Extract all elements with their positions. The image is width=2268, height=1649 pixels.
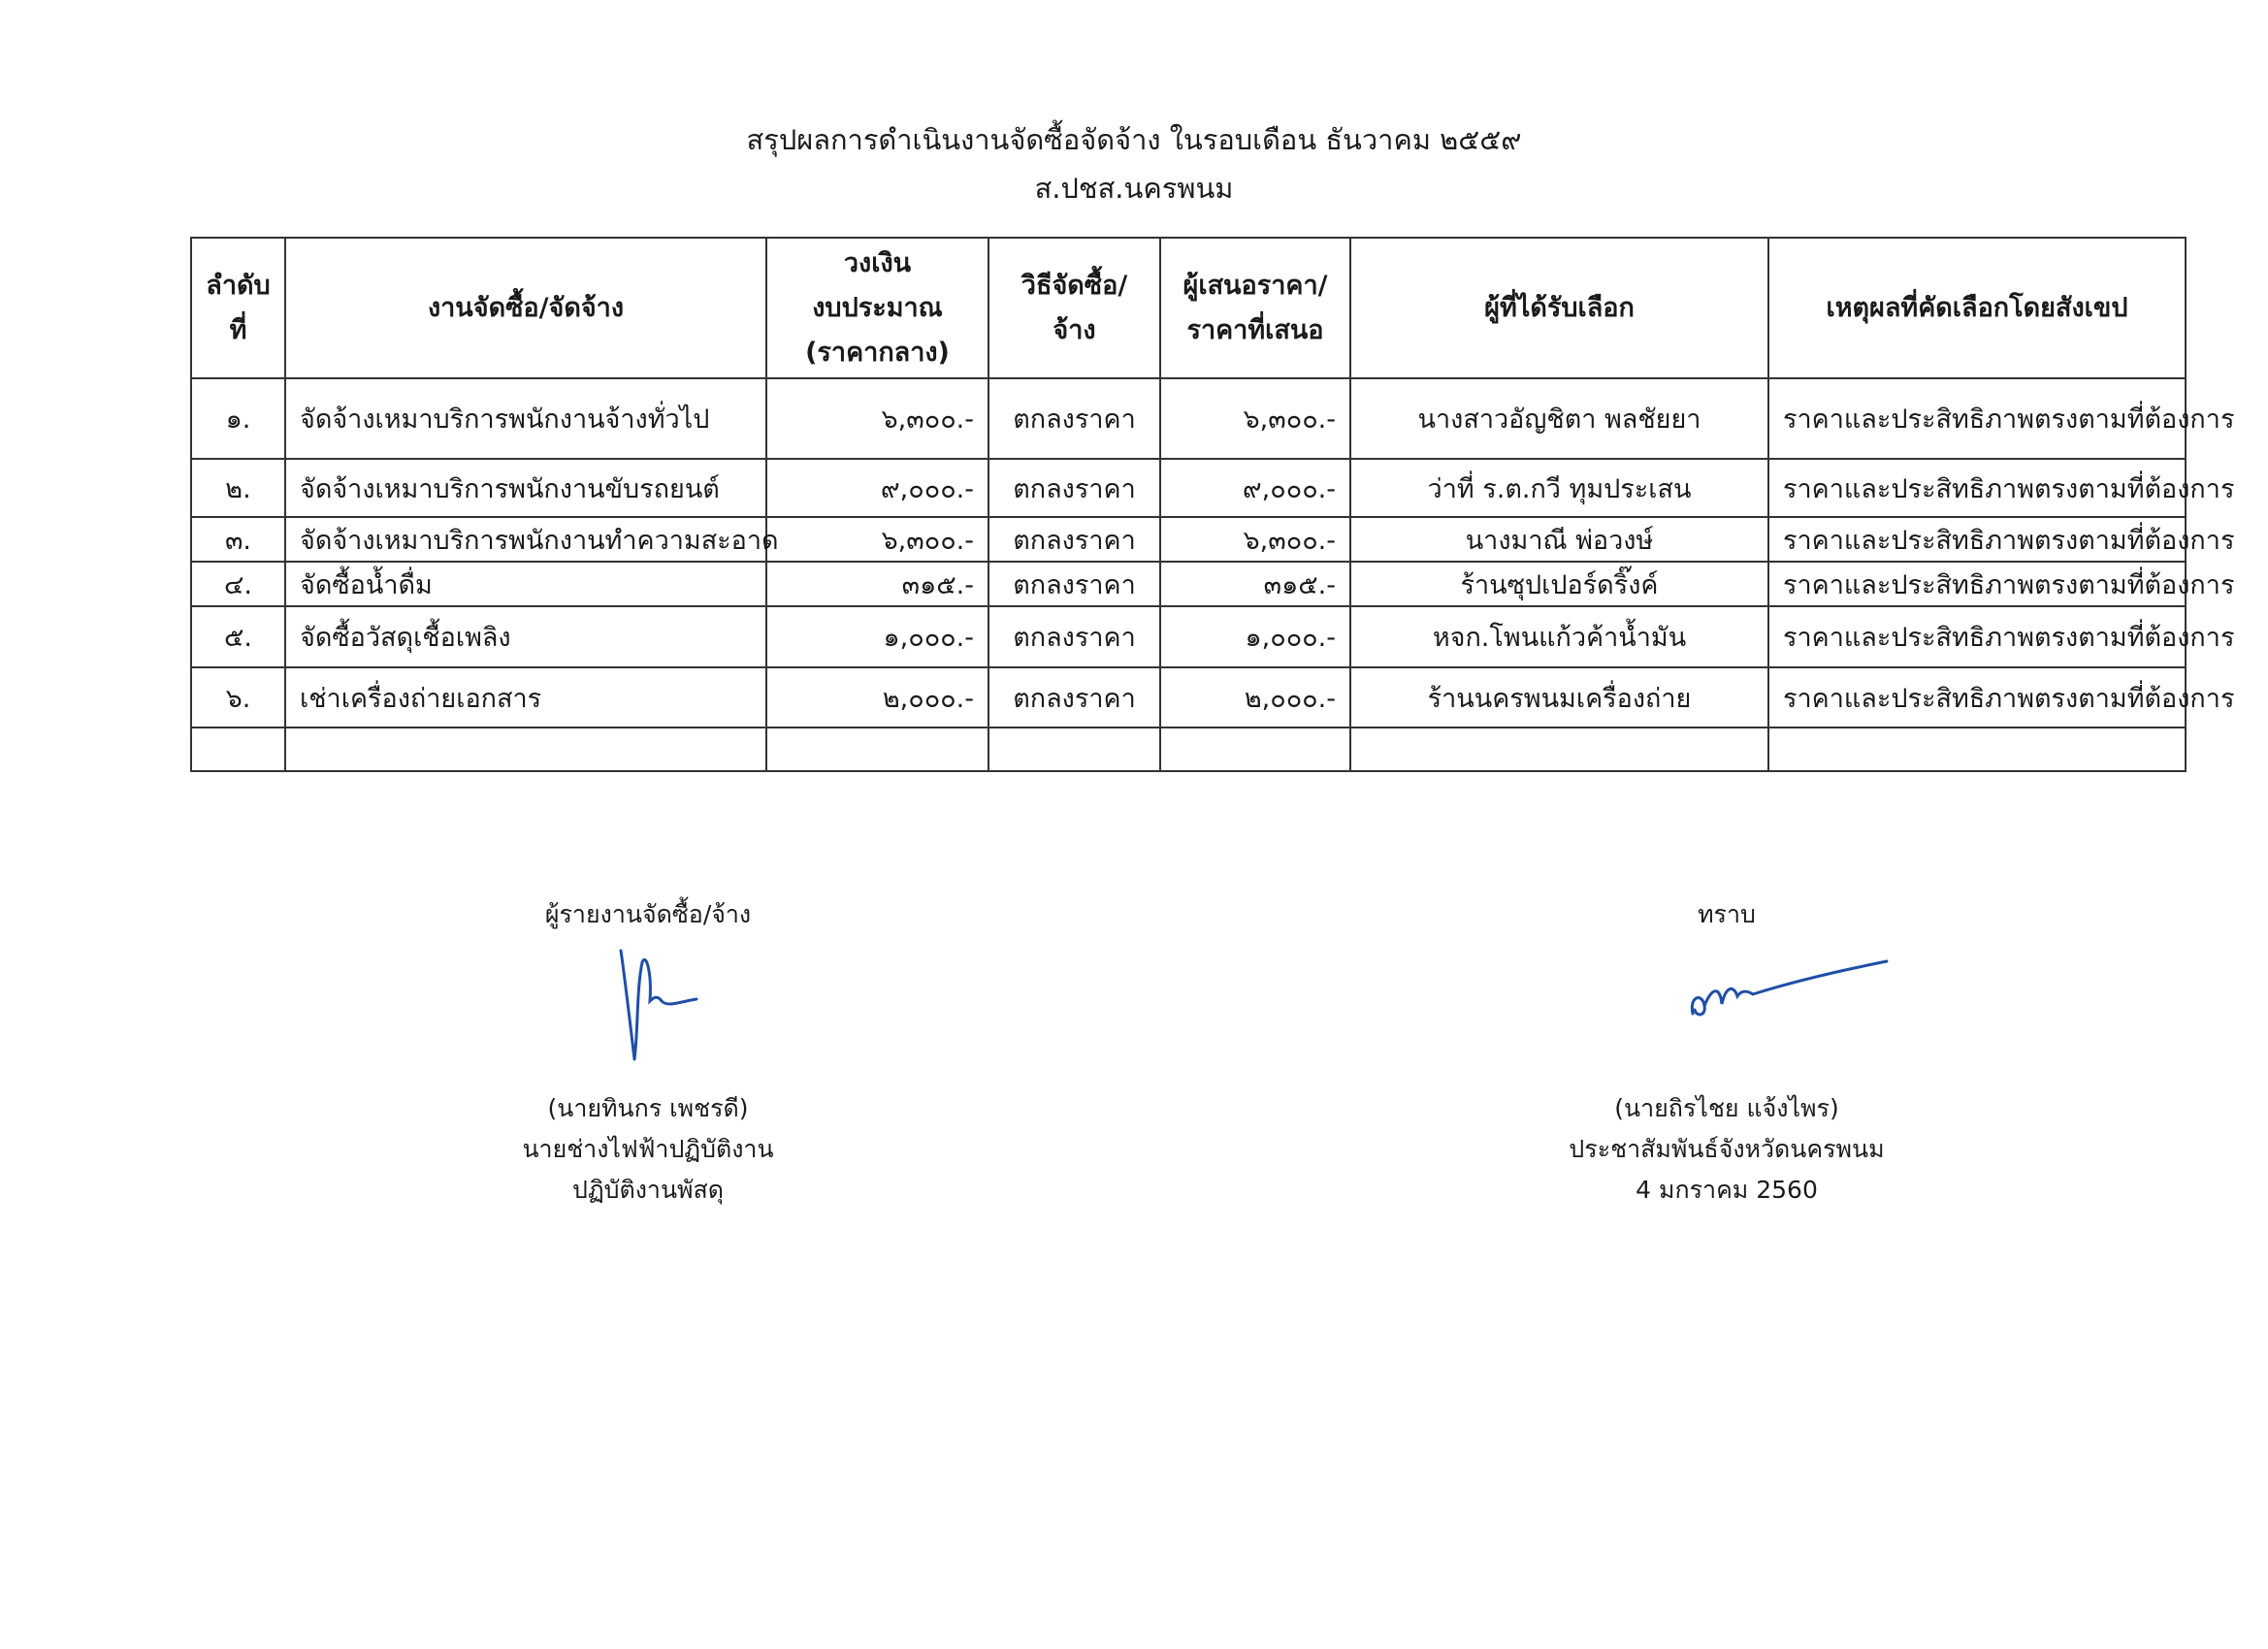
row-reason: ราคาและประสิทธิภาพตรงตามที่ต้องการ [1768, 378, 2186, 459]
reporter-signature-block [357, 894, 939, 1211]
row-reason: ราคาและประสิทธิภาพตรงตามที่ต้องการ [1768, 562, 2186, 606]
row-budget: ๑,๐๐๐.- [766, 606, 988, 667]
document-subtitle: ส.ปชส.นครพนม [1034, 172, 1234, 205]
row-winner: ร้านนครพนมเครื่องถ่าย [1350, 667, 1768, 728]
row-method: ตกลงราคา [988, 667, 1160, 728]
row-winner: นางมาณี พ่อวงษ์ [1350, 517, 1768, 562]
row-no: ๒. [191, 459, 285, 517]
header-task: งานจัดซื้อ/จัดจ้าง [285, 238, 766, 378]
header-winner: ผู้ที่ได้รับเลือก [1350, 238, 1768, 378]
empty-cell [191, 728, 285, 771]
acknowledger-name: (นายถิรไชย แจ้งไพร) [1614, 1094, 1839, 1122]
row-price: ๑,๐๐๐.- [1160, 606, 1350, 667]
header-bidder-price: ผู้เสนอราคา/ ราคาที่เสนอ [1160, 238, 1350, 378]
table-row [191, 562, 2186, 606]
table-row [191, 459, 2186, 517]
row-method: ตกลงราคา [988, 562, 1160, 606]
table-row [191, 667, 2186, 728]
row-budget: ๓๑๕.- [766, 562, 988, 606]
row-task: จัดซื้อวัสดุเชื้อเพลิง [285, 606, 766, 667]
empty-cell [1768, 728, 2186, 771]
empty-cell [285, 728, 766, 771]
row-no: ๓. [191, 517, 285, 562]
acknowledger-position: ประชาสัมพันธ์จังหวัดนครพนม [1569, 1135, 1885, 1163]
acknowledger-date: 4 มกราคม 2560 [1636, 1176, 1818, 1204]
row-task: เช่าเครื่องถ่ายเอกสาร [285, 667, 766, 728]
acknowledger-signature-icon [1683, 957, 1896, 1025]
row-task: จัดจ้างเหมาบริการพนักงานทำความสะอาด [285, 517, 766, 562]
header-budget: วงเงิน งบประมาณ (ราคากลาง) [766, 238, 988, 378]
row-budget: ๖,๓๐๐.- [766, 378, 988, 459]
row-task: จัดจ้างเหมาบริการพนักงานจ้างทั่วไป [285, 378, 766, 459]
row-reason: ราคาและประสิทธิภาพตรงตามที่ต้องการ [1768, 667, 2186, 728]
row-price: ๓๑๕.- [1160, 562, 1350, 606]
row-winner: ว่าที่ ร.ต.กวี ทุมประเสน [1350, 459, 1768, 517]
procurement-table [190, 237, 2235, 772]
row-budget: ๒,๐๐๐.- [766, 667, 988, 728]
row-no: ๑. [191, 378, 285, 459]
row-price: ๖,๓๐๐.- [1160, 378, 1350, 459]
reporter-signature-icon [599, 943, 716, 1069]
acknowledger-caption: ทราบ [1698, 900, 1756, 928]
reporter-position-2: ปฏิบัติงานพัสดุ [571, 1176, 725, 1204]
empty-cell [766, 728, 988, 771]
row-method: ตกลงราคา [988, 378, 1160, 459]
row-reason: ราคาและประสิทธิภาพตรงตามที่ต้องการ [1768, 459, 2186, 517]
row-reason: ราคาและประสิทธิภาพตรงตามที่ต้องการ [1768, 606, 2186, 667]
row-budget: ๙,๐๐๐.- [766, 459, 988, 517]
table-header-row [191, 238, 2186, 378]
empty-cell [1160, 728, 1350, 771]
row-task: จัดจ้างเหมาบริการพนักงานขับรถยนต์ [285, 459, 766, 517]
table-row-empty [191, 728, 2186, 771]
header-method: วิธีจัดซื้อ/ จ้าง [988, 238, 1160, 378]
document-title: สรุปผลการดำเนินงานจัดซื้อจัดจ้าง ในรอบเดือน ธันวาคม ๒๕๕๙ [746, 123, 1522, 156]
row-method: ตกลงราคา [988, 517, 1160, 562]
row-winner: หจก.โพนแก้วค้าน้ำมัน [1350, 606, 1768, 667]
table-row [191, 606, 2186, 667]
row-method: ตกลงราคา [988, 459, 1160, 517]
row-task: จัดซื้อน้ำดื่ม [285, 562, 766, 606]
row-winner: ร้านซุปเปอร์ดริ๊งค์ [1350, 562, 1768, 606]
table-row [191, 378, 2186, 459]
row-no: ๕. [191, 606, 285, 667]
row-method: ตกลงราคา [988, 606, 1160, 667]
row-winner: นางสาวอัญชิตา พลชัยยา [1350, 378, 1768, 459]
row-budget: ๖,๓๐๐.- [766, 517, 988, 562]
acknowledger-signature-block [1436, 894, 2018, 1211]
row-reason: ราคาและประสิทธิภาพตรงตามที่ต้องการ [1768, 517, 2186, 562]
header-reason: เหตุผลที่คัดเลือกโดยสังเขป [1768, 238, 2186, 378]
row-price: ๙,๐๐๐.- [1160, 459, 1350, 517]
row-price: ๖,๓๐๐.- [1160, 517, 1350, 562]
row-price: ๒,๐๐๐.- [1160, 667, 1350, 728]
reporter-position-1: นายช่างไฟฟ้าปฏิบัติงาน [522, 1135, 774, 1163]
empty-cell [988, 728, 1160, 771]
header-no: ลำดับ ที่ [191, 238, 285, 378]
reporter-caption: ผู้รายงานจัดซื้อ/จ้าง [544, 900, 752, 928]
row-no: ๔. [191, 562, 285, 606]
row-no: ๖. [191, 667, 285, 728]
empty-cell [1350, 728, 1768, 771]
reporter-name: (นายทินกร เพชรดี) [547, 1094, 749, 1122]
table-row [191, 517, 2186, 562]
